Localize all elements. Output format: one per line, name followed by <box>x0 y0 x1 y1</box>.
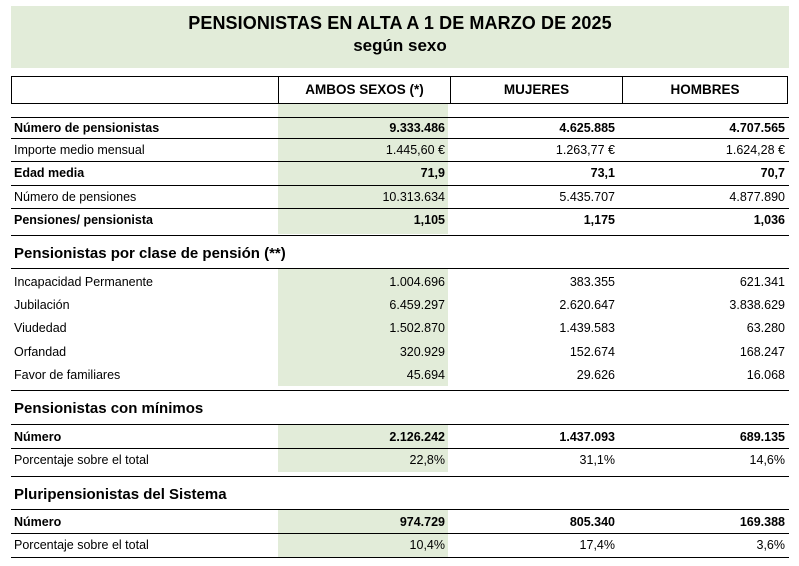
row-label: Importe medio mensual <box>14 142 145 157</box>
divider <box>11 557 789 558</box>
table-row <box>11 185 789 208</box>
table-row <box>11 208 789 232</box>
row-label: Número de pensiones <box>14 189 137 204</box>
cell-hombres: 70,7 <box>760 166 785 180</box>
cell-mujeres: 29.626 <box>576 367 615 382</box>
row-label: Jubilación <box>14 297 70 312</box>
table-row <box>11 425 789 448</box>
column-header-mujeres: MUJERES <box>450 77 622 103</box>
row-label: Pensiones/ pensionista <box>14 213 153 227</box>
cell-ambos: 1,105 <box>413 213 445 227</box>
table-row <box>11 510 789 533</box>
row-label: Número de pensionistas <box>14 120 160 135</box>
column-header-hombres: HOMBRES <box>622 77 787 103</box>
cell-mujeres: 152.674 <box>569 344 615 359</box>
table-subtitle: según sexo <box>353 36 447 55</box>
row-label: Favor de familiares <box>14 367 121 382</box>
table-row <box>11 448 789 472</box>
row-label: Incapacidad Permanente <box>14 274 153 289</box>
cell-hombres: 1.624,28 € <box>725 142 785 157</box>
cell-ambos: 1.004.696 <box>389 274 445 289</box>
row-label: Número <box>14 429 62 444</box>
table-row <box>11 533 789 557</box>
column-header-ambos: AMBOS SEXOS (*) <box>278 77 450 103</box>
table-row <box>11 117 789 138</box>
cell-hombres: 3,6% <box>756 538 785 552</box>
cell-mujeres: 2.620.647 <box>559 297 615 312</box>
row-label: Orfandad <box>14 344 67 359</box>
cell-ambos: 22,8% <box>409 453 445 467</box>
cell-ambos: 6.459.297 <box>389 297 445 312</box>
section-title-clase: Pensionistas por clase de pensión (**) <box>11 236 789 268</box>
table-title-box <box>11 6 789 68</box>
cell-hombres: 63.280 <box>746 320 785 335</box>
cell-mujeres: 17,4% <box>579 538 615 552</box>
table-title: PENSIONISTAS EN ALTA A 1 DE MARZO DE 2025 <box>188 13 612 33</box>
cell-mujeres: 73,1 <box>590 166 615 180</box>
cell-mujeres: 4.625.885 <box>559 120 615 135</box>
section-title-pluri: Pluripensionistas del Sistema <box>11 477 789 509</box>
column-header-empty <box>12 77 278 103</box>
cell-mujeres: 805.340 <box>569 514 615 529</box>
cell-hombres: 4.877.890 <box>729 189 785 204</box>
column-header-row <box>11 76 788 104</box>
row-label: Porcentaje sobre el total <box>14 538 149 552</box>
table-row <box>11 363 789 386</box>
cell-ambos: 71,9 <box>420 166 445 180</box>
row-label: Porcentaje sobre el total <box>14 453 149 467</box>
cell-ambos: 320.929 <box>399 344 445 359</box>
cell-ambos: 1.502.870 <box>389 320 445 335</box>
cell-hombres: 14,6% <box>749 453 785 467</box>
table-row <box>11 269 789 294</box>
cell-mujeres: 1.437.093 <box>559 429 615 444</box>
section-title-minimos: Pensionistas con mínimos <box>11 391 789 423</box>
table-row <box>11 293 789 316</box>
cell-hombres: 1,036 <box>753 213 785 227</box>
cell-ambos: 9.333.486 <box>389 120 445 135</box>
row-label: Viudedad <box>14 320 67 335</box>
cell-hombres: 4.707.565 <box>729 120 785 135</box>
cell-mujeres: 1,175 <box>583 213 615 227</box>
cell-hombres: 169.388 <box>739 514 785 529</box>
cell-hombres: 689.135 <box>739 429 785 444</box>
row-label: Edad media <box>14 166 85 180</box>
cell-mujeres: 383.355 <box>569 274 615 289</box>
cell-mujeres: 1.263,77 € <box>555 142 615 157</box>
cell-ambos: 10,4% <box>409 538 445 552</box>
cell-mujeres: 31,1% <box>579 453 615 467</box>
cell-ambos: 1.445,60 € <box>385 142 445 157</box>
table-row <box>11 316 789 339</box>
table-row <box>11 138 789 161</box>
cell-hombres: 621.341 <box>739 274 785 289</box>
cell-hombres: 168.247 <box>739 344 785 359</box>
table-row <box>11 161 789 185</box>
table-row <box>11 340 789 363</box>
cell-hombres: 16.068 <box>746 367 785 382</box>
cell-mujeres: 1.439.583 <box>559 320 615 335</box>
cell-ambos: 45.694 <box>406 367 445 382</box>
cell-ambos: 2.126.242 <box>389 429 445 444</box>
cell-hombres: 3.838.629 <box>729 297 785 312</box>
row-label: Número <box>14 514 62 529</box>
cell-ambos: 974.729 <box>399 514 445 529</box>
cell-mujeres: 5.435.707 <box>559 189 615 204</box>
cell-ambos: 10.313.634 <box>382 189 445 204</box>
